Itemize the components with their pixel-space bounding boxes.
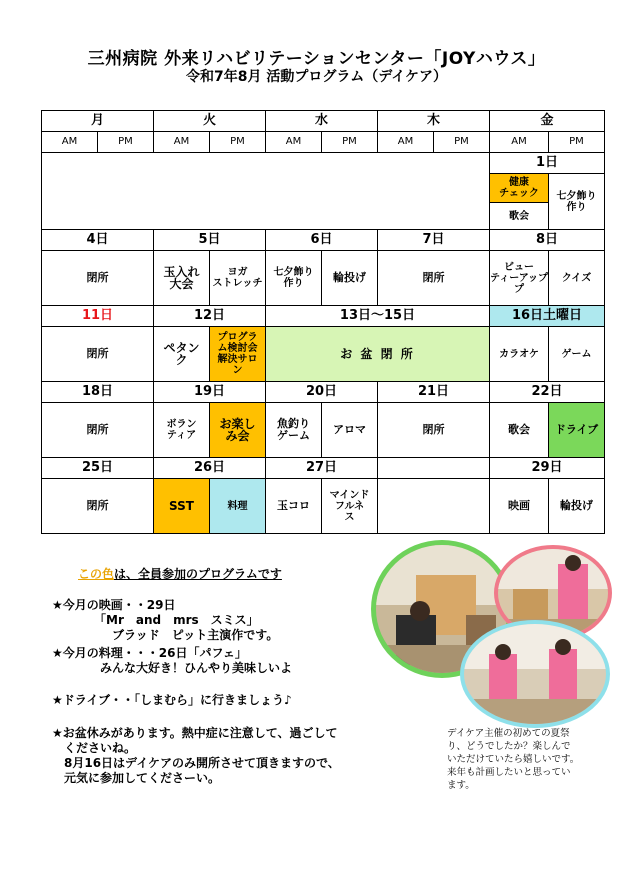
activity-cell: ボラン ティア: [154, 403, 210, 458]
date-cell: 21日: [378, 382, 490, 403]
pm-label: PM: [549, 132, 605, 153]
obon-closed-cell: お 盆 閉 所: [266, 327, 490, 382]
date-cell: 25日: [42, 458, 154, 479]
drive-note: ★ドライブ・・「しまむら」に行きましょう♪: [52, 693, 292, 707]
activity-cell: 健康 チェック: [490, 174, 549, 203]
activity-cell: マインド フルネ ス: [322, 479, 378, 534]
cooking-note: ★今月の料理・・・26日「パフェ」 みんな大好き！ひんやり美味しいよ: [52, 646, 293, 675]
movie-note: ★今月の映画・・29日 「Mr and mrs スミス」 ブラッド ピット主演作です。: [52, 598, 279, 642]
color-legend-word: この色: [78, 567, 115, 581]
empty-cell: [378, 479, 490, 534]
activity-cell: SST: [154, 479, 210, 534]
activity-cell: 玉入れ 大会: [154, 251, 210, 306]
activity-cell: お楽し み会: [210, 403, 266, 458]
am-label: AM: [154, 132, 210, 153]
activity-cell: ビュー ティーアップ プ: [490, 251, 549, 306]
activity-cell: 歌会: [490, 203, 549, 230]
activity-cell: 七夕飾り 作り: [266, 251, 322, 306]
activity-cell: 閉所: [378, 403, 490, 458]
obon-note: ★お盆休みがあります。熱中症に注意して、過ごして くださいね。 8月16日はデイケアのみ開所させて頂きますので、 元気に参加してくださーい。: [52, 726, 340, 785]
activity-cell: ペタン ク: [154, 327, 210, 382]
activity-cell: 閉所: [42, 479, 154, 534]
activity-cell: 映画: [490, 479, 549, 534]
photo-caption: デイケア主催の初めての夏祭 り、どうでしたか？楽しんで いただけていたら嬉しいです。 来年も計画したいと思ってい ます。: [447, 728, 580, 791]
date-cell: 13日～15日: [266, 306, 490, 327]
am-label: AM: [378, 132, 434, 153]
activity-cell: 魚釣り ゲーム: [266, 403, 322, 458]
date-cell: 7日: [378, 230, 490, 251]
date-cell: 22日: [490, 382, 605, 403]
date-cell: 20日: [266, 382, 378, 403]
activity-cell: 閉所: [42, 327, 154, 382]
color-legend-text: は、全員参加のプログラムです: [114, 567, 282, 581]
activity-cell: 輪投げ: [322, 251, 378, 306]
date-cell: 19日: [154, 382, 266, 403]
date-cell: 16日土曜日: [490, 306, 605, 327]
date-cell: 4日: [42, 230, 154, 251]
activity-cell: 閉所: [378, 251, 490, 306]
date-cell: [378, 458, 490, 479]
activity-cell: 輪投げ: [549, 479, 605, 534]
activity-cell: プログラ ム検討会 解決サロ ン: [210, 327, 266, 382]
date-cell: 12日: [154, 306, 266, 327]
activity-cell: 料理: [210, 479, 266, 534]
date-cell: 5日: [154, 230, 266, 251]
pm-label: PM: [434, 132, 490, 153]
festival-photo-3: [460, 620, 610, 728]
activity-cell: アロマ: [322, 403, 378, 458]
pm-label: PM: [210, 132, 266, 153]
day-header-tue: 火: [154, 111, 266, 132]
date-cell: 6日: [266, 230, 378, 251]
day-header-thu: 木: [378, 111, 490, 132]
date-cell: 1日: [490, 153, 605, 174]
activity-cell: 歌会: [490, 403, 549, 458]
activity-cell: ドライブ: [549, 403, 605, 458]
pm-label: PM: [322, 132, 378, 153]
pm-label: PM: [98, 132, 154, 153]
day-header-fri: 金: [490, 111, 605, 132]
empty-cell: [42, 153, 490, 230]
date-cell: 29日: [490, 458, 605, 479]
photo-image: [464, 624, 606, 724]
date-cell: 18日: [42, 382, 154, 403]
color-legend: [78, 567, 282, 582]
day-header-wed: 水: [266, 111, 378, 132]
date-cell: 8日: [490, 230, 605, 251]
schedule-table: [41, 110, 605, 534]
am-label: AM: [266, 132, 322, 153]
page-title: 三州病院 外来リハビリテーションセンター「JOYハウス」: [87, 49, 546, 69]
activity-cell: クイズ: [549, 251, 605, 306]
activity-cell: 閉所: [42, 251, 154, 306]
activity-cell: 七夕飾り 作り: [549, 174, 605, 230]
am-label: AM: [42, 132, 98, 153]
date-cell: 26日: [154, 458, 266, 479]
day-header-mon: 月: [42, 111, 154, 132]
am-label: AM: [490, 132, 549, 153]
activity-cell: ヨガ ストレッチ: [210, 251, 266, 306]
activity-cell: ゲーム: [549, 327, 605, 382]
date-cell: 11日: [42, 306, 154, 327]
activity-cell: 閉所: [42, 403, 154, 458]
activity-cell: カラオケ: [490, 327, 549, 382]
page-subtitle: 令和7年8月 活動プログラム（デイケア）: [186, 69, 447, 85]
date-cell: 27日: [266, 458, 378, 479]
activity-cell: 玉コロ: [266, 479, 322, 534]
